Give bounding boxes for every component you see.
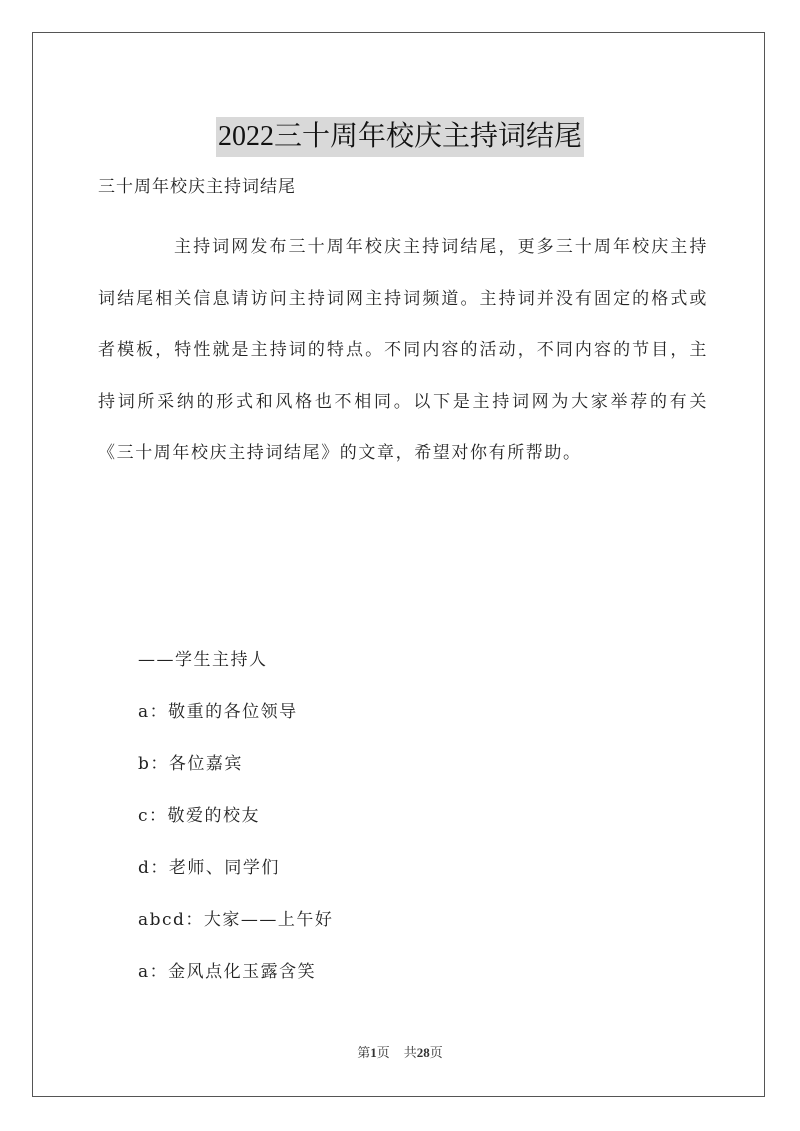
document-subtitle: 三十周年校庆主持词结尾	[98, 177, 296, 197]
dialog-line-b-guests: b：各位嘉宾	[138, 754, 243, 774]
dialog-line-abcd-morning: abcd：大家——上午好	[138, 910, 334, 930]
dialog-line-a-greeting: a：敬重的各位领导	[138, 702, 298, 722]
host-heading: ——学生主持人	[138, 650, 268, 670]
footer-page-prefix: 第	[357, 1045, 371, 1060]
footer-total-suffix: 页	[429, 1045, 443, 1060]
title-container	[0, 98, 800, 176]
footer-page-suffix: 页	[376, 1045, 390, 1060]
intro-paragraph: 主持词网发布三十周年校庆主持词结尾，更多三十周年校庆主持词结尾相关信息请访问主持词网主持词频道。主持词并没有固定的格式或者模板，特性就是主持词的特点。不同内容的活动，不同内容的节目，主持词所采纳的形式和风格也不相同。以下是主持词网为大家举荐的有关《三十周年校庆主持词结尾》的文章，希望对你有所帮助。	[98, 237, 708, 463]
footer-page-number: 1	[370, 1045, 377, 1060]
dialog-line-a-autumn: a：金风点化玉露含笑	[138, 962, 317, 982]
page-footer	[0, 1044, 800, 1062]
document-title: 2022三十周年校庆主持词结尾	[216, 117, 584, 157]
footer-total-prefix: 共	[403, 1045, 417, 1060]
footer-total-pages: 28	[416, 1045, 430, 1060]
dialog-line-d-teachers: d：老师、同学们	[138, 858, 280, 878]
dialog-line-c-alumni: c：敬爱的校友	[138, 806, 261, 826]
